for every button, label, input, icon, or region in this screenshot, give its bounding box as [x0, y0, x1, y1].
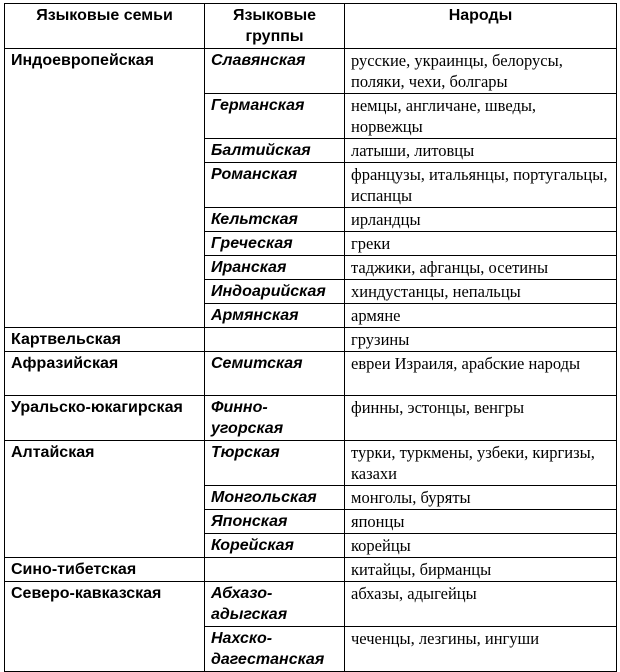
family-cell: Афразийская	[5, 352, 205, 396]
peoples-cell: хиндустанцы, непальцы	[345, 280, 617, 304]
table-row	[5, 49, 617, 94]
peoples-cell: евреи Израиля, арабские народы	[345, 352, 617, 396]
group-cell: Греческая	[205, 232, 345, 256]
header-groups: Языковые группы	[205, 4, 345, 49]
table-row	[5, 441, 617, 486]
family-cell: Сино-тибетская	[5, 558, 205, 582]
peoples-cell: ирландцы	[345, 208, 617, 232]
family-cell: Уральско-юкагирская	[5, 396, 205, 441]
group-cell	[205, 328, 345, 352]
group-cell: Романская	[205, 163, 345, 208]
peoples-cell: турки, туркмены, узбеки, киргизы, казахи	[345, 441, 617, 486]
group-cell	[205, 558, 345, 582]
peoples-cell: армяне	[345, 304, 617, 328]
peoples-cell: финны, эстонцы, венгры	[345, 396, 617, 441]
language-families-table	[4, 3, 617, 672]
group-cell: Индоарийская	[205, 280, 345, 304]
peoples-cell: грузины	[345, 328, 617, 352]
peoples-cell: корейцы	[345, 534, 617, 558]
table-row	[5, 582, 617, 627]
group-cell: Абхазо-адыгская	[205, 582, 345, 627]
peoples-cell: немцы, англичане, шведы, норвежцы	[345, 94, 617, 139]
peoples-cell: абхазы, адыгейцы	[345, 582, 617, 627]
table-row	[5, 396, 617, 441]
peoples-cell: таджики, афганцы, осетины	[345, 256, 617, 280]
header-row	[5, 4, 617, 49]
family-cell: Северо-кавказская	[5, 582, 205, 672]
group-cell: Тюрская	[205, 441, 345, 486]
table-row	[5, 328, 617, 352]
group-cell: Армянская	[205, 304, 345, 328]
group-cell: Германская	[205, 94, 345, 139]
peoples-cell: греки	[345, 232, 617, 256]
group-cell: Семитская	[205, 352, 345, 396]
table-row	[5, 558, 617, 582]
header-families: Языковые семьи	[5, 4, 205, 49]
peoples-cell: русские, украинцы, белорусы, поляки, чехи, болгары	[345, 49, 617, 94]
family-cell: Алтайская	[5, 441, 205, 558]
group-cell: Японская	[205, 510, 345, 534]
peoples-cell: японцы	[345, 510, 617, 534]
group-cell: Иранская	[205, 256, 345, 280]
group-cell: Балтийская	[205, 139, 345, 163]
group-cell: Монгольская	[205, 486, 345, 510]
group-cell: Кельтская	[205, 208, 345, 232]
family-cell: Индоевропейская	[5, 49, 205, 328]
table-row	[5, 352, 617, 396]
group-cell: Корейская	[205, 534, 345, 558]
group-cell: Финно-угорская	[205, 396, 345, 441]
peoples-cell: латыши, литовцы	[345, 139, 617, 163]
peoples-cell: французы, итальянцы, португальцы, испанцы	[345, 163, 617, 208]
peoples-cell: чеченцы, лезгины, ингуши	[345, 627, 617, 672]
peoples-cell: монголы, буряты	[345, 486, 617, 510]
family-cell: Картвельская	[5, 328, 205, 352]
header-peoples: Народы	[345, 4, 617, 49]
peoples-cell: китайцы, бирманцы	[345, 558, 617, 582]
group-cell: Славянская	[205, 49, 345, 94]
group-cell: Нахско-дагестанская	[205, 627, 345, 672]
